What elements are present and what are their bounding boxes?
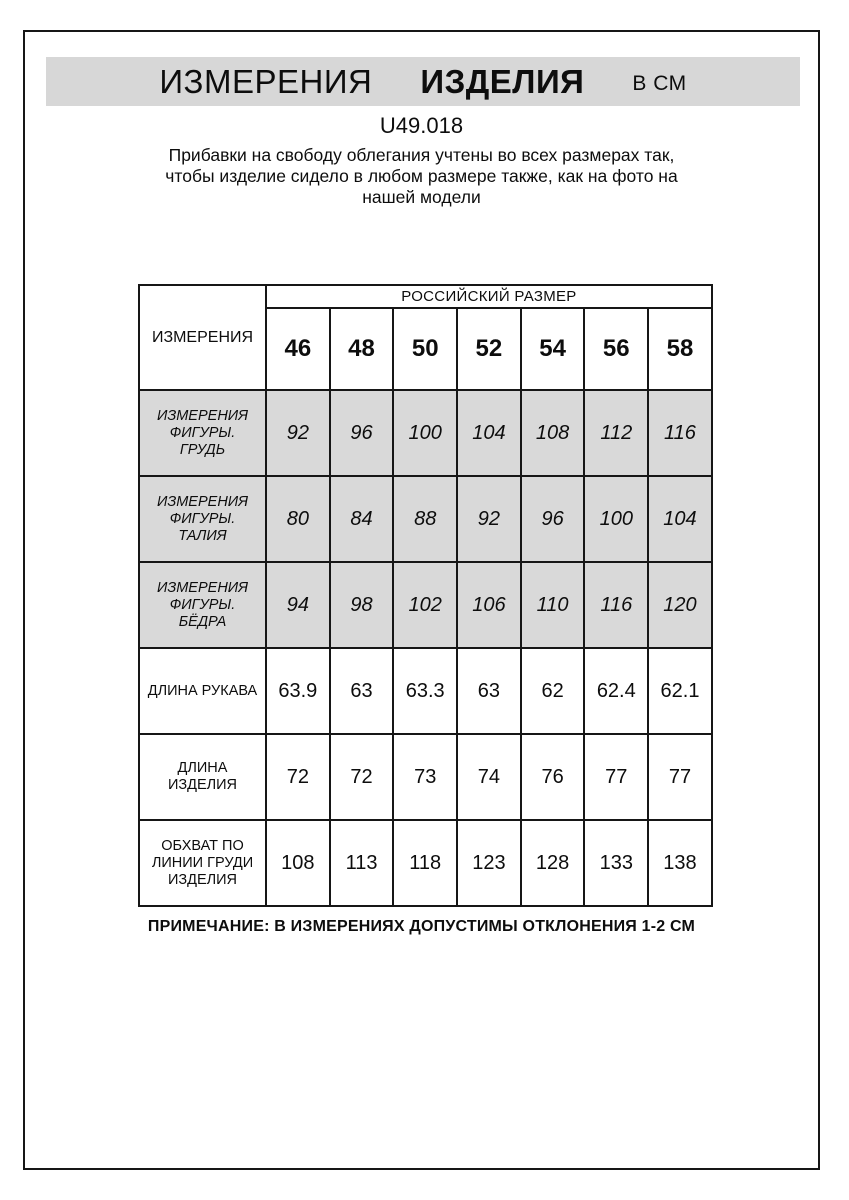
size-column-header: 58 (648, 308, 712, 390)
table-cell: 62.4 (584, 648, 648, 734)
table-cell: 63 (457, 648, 521, 734)
article-code: U49.018 (379, 113, 464, 138)
table-cell: 63.3 (393, 648, 457, 734)
tolerance-note: ПРИМЕЧАНИЕ: В ИЗМЕРЕНИЯХ ДОПУСТИМЫ ОТКЛОНЕНИЯ 1-2 СМ (147, 918, 696, 935)
table-row-body-hips (139, 562, 712, 648)
row-label: ИЗМЕРЕНИЯ ФИГУРЫ. БЁДРА (139, 562, 266, 648)
table-cell: 72 (330, 734, 394, 820)
table-cell: 116 (648, 390, 712, 476)
table-cell: 62 (521, 648, 585, 734)
table-cell: 116 (584, 562, 648, 648)
table-cell: 98 (330, 562, 394, 648)
table-cell: 76 (521, 734, 585, 820)
table-cell: 72 (266, 734, 330, 820)
table-cell: 77 (584, 734, 648, 820)
page-title-word-measurements: ИЗМЕРЕНИЯ (159, 62, 373, 100)
size-column-header: 56 (584, 308, 648, 390)
size-chart-table (138, 284, 713, 907)
table-cell: 123 (457, 820, 521, 906)
table-cell: 80 (266, 476, 330, 562)
table-cell: 92 (457, 476, 521, 562)
page-title-word-product: ИЗДЕЛИЯ (420, 62, 585, 100)
table-cell: 106 (457, 562, 521, 648)
size-column-header: 54 (521, 308, 585, 390)
table-cell: 92 (266, 390, 330, 476)
size-column-header: 46 (266, 308, 330, 390)
intro-line: нашей модели (362, 187, 481, 207)
page-frame (23, 30, 820, 1170)
size-column-header: 52 (457, 308, 521, 390)
table-cell: 112 (584, 390, 648, 476)
table-cell: 128 (521, 820, 585, 906)
table-cell: 63.9 (266, 648, 330, 734)
size-column-header: 50 (393, 308, 457, 390)
table-cell: 110 (521, 562, 585, 648)
table-cell: 120 (648, 562, 712, 648)
row-label: ДЛИНА ИЗДЕЛИЯ (139, 734, 266, 820)
intro-line: чтобы изделие сидело в любом размере также, как на фото на (165, 166, 678, 186)
page-title-units: В СМ (632, 71, 687, 95)
table-cell: 104 (648, 476, 712, 562)
table-cell: 94 (266, 562, 330, 648)
table-cell: 138 (648, 820, 712, 906)
table-row-group-header (139, 285, 712, 308)
table-cell: 62.1 (648, 648, 712, 734)
table-cell: 100 (584, 476, 648, 562)
table-cell: 73 (393, 734, 457, 820)
table-cell: 104 (457, 390, 521, 476)
intro-text (25, 145, 818, 208)
table-cell: 102 (393, 562, 457, 648)
table-cell: 96 (330, 390, 394, 476)
table-cell: 108 (521, 390, 585, 476)
table-row-body-waist (139, 476, 712, 562)
table-cell: 96 (521, 476, 585, 562)
table-row-body-chest (139, 390, 712, 476)
table-cell: 108 (266, 820, 330, 906)
intro-line: Прибавки на свободу облегания учтены во всех размерах так, (168, 145, 675, 165)
table-cell: 100 (393, 390, 457, 476)
row-label: ИЗМЕРЕНИЯ ФИГУРЫ. ГРУДЬ (139, 390, 266, 476)
russian-size-header-cell: РОССИЙСКИЙ РАЗМЕР (266, 285, 712, 308)
table-cell: 63 (330, 648, 394, 734)
table-cell: 118 (393, 820, 457, 906)
corner-header-cell: ИЗМЕРЕНИЯ (139, 285, 266, 390)
row-label: ИЗМЕРЕНИЯ ФИГУРЫ. ТАЛИЯ (139, 476, 266, 562)
row-label: ОБХВАТ ПО ЛИНИИ ГРУДИ ИЗДЕЛИЯ (139, 820, 266, 906)
table-cell: 84 (330, 476, 394, 562)
table-row-garment-length (139, 734, 712, 820)
table-cell: 88 (393, 476, 457, 562)
table-row-sleeve-length (139, 648, 712, 734)
table-row-chest-girth-garment (139, 820, 712, 906)
size-column-header: 48 (330, 308, 394, 390)
page-title-bar (46, 57, 800, 106)
table-cell: 133 (584, 820, 648, 906)
table-cell: 113 (330, 820, 394, 906)
table-cell: 74 (457, 734, 521, 820)
row-label: ДЛИНА РУКАВА (139, 648, 266, 734)
table-cell: 77 (648, 734, 712, 820)
